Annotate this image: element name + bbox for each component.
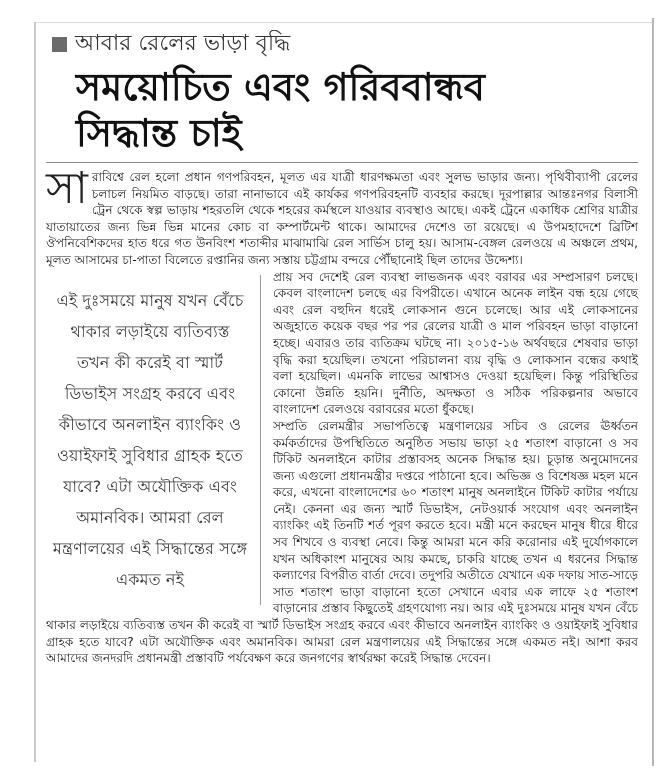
paragraph-2: প্রায় সব দেশেই রেল ব্যবস্থা লাভজনক এবং বরাবর এর সম্প্রসারণ চলছে। কেবল বাংলাদেশ চলছে এর বিপরীতে। এখানে অনেক লাইন বন্ধ হয়ে গেছে এবং রেল বহুদিন ধরেই লোকসান গুনে চলেছে। আর এই লোকসানের অজুহাতে কয়েক বছর পর পর রেলের যাত্রী ও মাল পরিবহন ভাড়া বাড়ানো হচ্ছে। এবারও তার ব্যতিক্রম ঘটছে না। ২০১৫-১৬ অর্থবছরে শেষবার ভাড়া বৃদ্ধি করা হয়েছিল। তখনো পরিচালনা ব্যয় বৃদ্ধি ও লোকসান বন্ধের কথাই বলা হয়েছিল। এমনকি লাভের আশ্বাসও দেওয়া হয়েছিল। কিন্তু পরিস্থিতির কোনো উন্নতি হয়নি। দুর্নীতি, অদক্ষতা ও সঠিক পরিকল্পনার অভাবে বাংলাদেশ রেলওয়ে বরাবরের মতো ধুঁকছে। — [273, 269, 638, 417]
square-bullet-icon — [52, 37, 67, 52]
intro-text: রাবিশ্বে রেল হলো প্রধান গণপরিবহন, মূলত এর যাত্রী ধারণক্ষমতা এবং সুলভ ভাড়ার জন্য। পৃথিবীব্যাপী রেলের চলাচল নিয়মিত বাড়ছে। তারা নানাভাবে এই কার্যকর গণপরিবহনটি ব্যবহার করছে। দূরপাল্লার আন্তঃনগর বিলাসী ট্রেন থেকে স্বল্প ভাড়ায় শহরতলি থেকে শহরের কর্মস্থলে যাওয়ার ব্যবস্থাও আছে। একই ট্রেনে একাধিক শ্রেণির যাত্রীর যাতায়াতের জন্য ভিন্ন ভিন্ন মানের কোচ বা কম্পার্টমেন্ট থাকে। আমাদের দেশেও তা রয়েছে। এ উপমহাদেশে ব্রিটিশ ঔপনিবেশিকদের হাত ধরে গত উনবিংশ শতাব্দীর মাঝামাঝি রেল সার্ভিস চালু হয়। আসাম-বেঙ্গল রেলওয়ে এ অঞ্চলে প্রথম, মূলত আসামের চা-পাতা বিলেতে রপ্তানির জন্য সস্তায় চট্টগ্রাম বন্দরে পৌঁছানোই ছিল তাদের উদ্দেশ্য। — [46, 170, 638, 267]
article-kicker — [52, 30, 644, 58]
drop-cap: সা — [46, 163, 88, 214]
clipping-left-edge — [34, 22, 36, 762]
paragraph-3: সম্প্রতি রেলমন্ত্রীর সভাপতিত্বে মন্ত্রণালয়ের সচিব ও রেলের ঊর্ধ্বতন কর্মকর্তাদের উপস্থিতিতে অনুষ্ঠিত সভায় ভাড়া ২৫ শতাংশ বাড়ানো ও সব টিকিট অনলাইনে কাটার প্রস্তাবসহ অনেক সিদ্ধান্ত হয়। চূড়ান্ত অনুমোদনের জন্য এগুলো প্রধানমন্ত্রীর দপ্তরে পাঠানো হবে। অভিজ্ঞ ও বিশেষজ্ঞ মহল মনে করে, এখনো বাংলাদেশের ৬০ শতাংশ মানুষ অনলাইনে টিকিট কাটার পর্যায়ে নেই। কেননা এর জন্য স্মার্ট ডিভাইস, নেটওয়ার্ক সংযোগ এবং অনলাইন ব্যাংকিং এই তিনটি শর্ত পূরণ করতে হবে। মন্ত্রী মনে করছেন মানুষ ধীরে ধীরে সব শিখবে ও ব্যবস্থা নেবে। কিন্তু আমরা মনে করি করোনার এই দুর্যোগকালে যখন অধিকাংশ মানুষের আয় কমছে, চাকরি যাচ্ছে তখন এ ধরনের সিদ্ধান্ত কল্যাণের বিপরীত বার্তা দেবে। তদুপরি অতীতে যেখানে এক দফায় সাত-সাড়ে সাত শতাংশ ভাড়া বাড়ানো হতো সেখানে এবার এক লাফে ২৫ শতাংশ বাড়ানোর প্রস্তাব কিছুতেই গ্রহণযোগ্য নয়। আর এই দুঃসময়ে মানুষ যখন বেঁচে থাকার লড়াইয়ে ব্যতিব্যস্ত তখন কী করেই বা স্মার্ট ডিভাইস সংগ্রহ করবে এবং কীভাবে অনলাইন ব্যাংকিং ও ওয়াইফাই সুবিধার গ্রাহক হতে যাবে? এটা অযৌক্তিক এবং অমানবিক। আমরা রেল মন্ত্রণালয়ের এই সিদ্ধান্তের সঙ্গে একমত নই। আশা করব আমাদের জনদরদি প্রধানমন্ত্রী প্রস্তাবটি পর্যবেক্ষণ করে জনগণের স্বার্থরক্ষা করেই সিদ্ধান্ত দেবেন। — [46, 418, 638, 666]
pull-quote: এই দুঃসময়ে মানুষ যখন বেঁচে থাকার লড়াইয়ে ব্যতিব্যস্ত তখন কী করেই বা স্মার্ট ডিভাইস সংগ্রহ করবে এবং কীভাবে অনলাইন ব্যাংকিং ও ওয়াইফাই সুবিধার গ্রাহক হতে যাবে? এটা অযৌক্তিক এবং অমানবিক। আমরা রেল মন্ত্রণালয়ের এই সিদ্ধান্তের সঙ্গে একমত নই — [46, 275, 261, 605]
article-body — [46, 163, 638, 667]
clipping-right-edge — [652, 18, 654, 766]
headline-line-2: সিদ্ধান্ত চাই — [76, 110, 242, 155]
article — [40, 30, 644, 765]
headline-line-1: সময়োচিত এবং গরিববান্ধব — [76, 64, 485, 109]
paragraph-intro — [46, 163, 638, 269]
clipping-top-edge — [34, 22, 654, 23]
kicker-text: আবার রেলের ভাড়া বৃদ্ধি — [75, 31, 291, 56]
article-headline — [76, 64, 644, 156]
headline-rule — [46, 162, 638, 163]
